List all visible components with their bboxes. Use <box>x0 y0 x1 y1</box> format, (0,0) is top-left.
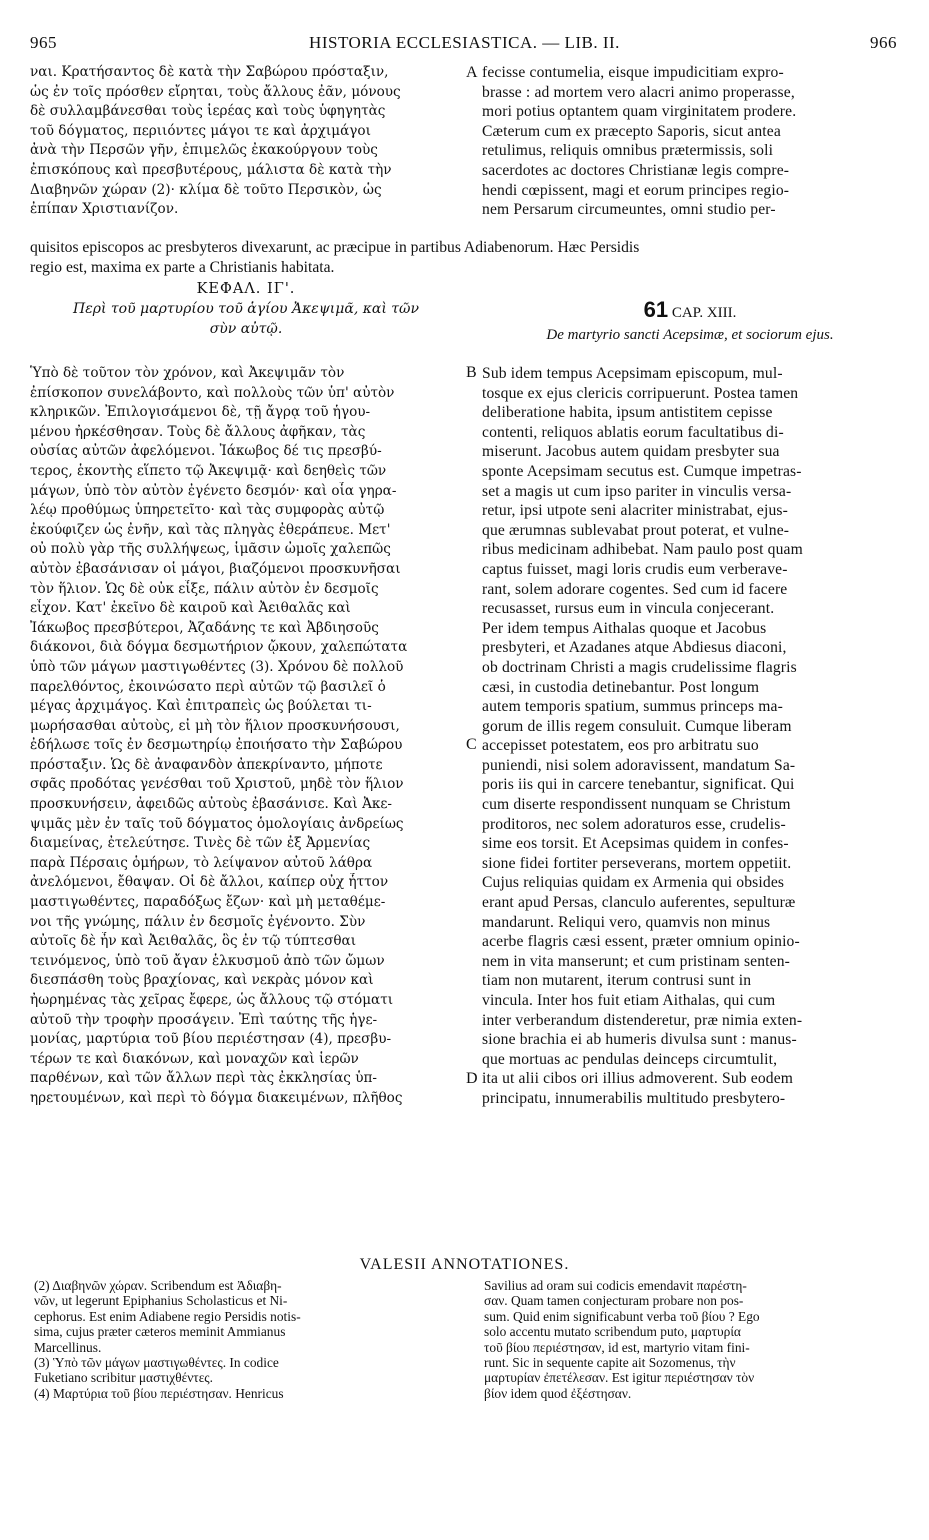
text-line: tosque ex ejus clericis corripuerunt. Postea tamen <box>482 384 799 402</box>
running-title: HISTORIA ECCLESIASTICA. — LIB. II. <box>309 33 620 52</box>
text-line: ναι. Κρατήσαντος δὲ κατὰ τὴν Σαβώρου πρόσταξιν, <box>30 64 389 80</box>
text-line: (4) Μαρτύρια τοῦ βίου περιέστησαν. Henricus <box>34 1385 284 1401</box>
text-line: principatu, innumerabilis multitudo presbytero- <box>482 1089 786 1107</box>
text-line: ob doctrinam Christi a magis crudelissime flagris <box>482 658 797 676</box>
text-line: solo accentu mutato scribendum puto, μαρτυρία <box>484 1324 741 1340</box>
text-line: νῶν, ut legerunt Epiphanius Scholasticus et Ni- <box>34 1293 288 1309</box>
annotations-title: VALESII ANNOTATIONES. <box>359 1256 570 1273</box>
text-line: quisitos episcopos ac presbyteros divexarunt, ac præcipue in partibus Adiabenorum. Hæc Persidis <box>30 239 640 256</box>
text-line: βίον idem quod ἐξέστησαν. <box>484 1385 632 1401</box>
text-line: παρελθόντος, ἐκοινώσατο περὶ αὐτῶν τῷ βασιλεῖ ὁ <box>30 678 386 695</box>
text-line: μαστιγωθέντες, παραδόξως ἔζων· καὶ μὴ μεταθέμε- <box>30 894 386 911</box>
text-line: μάγων, ὑπὸ τὸν αὐτὸν ἐγένετο δεσμόν· καὶ οἷα γηρα- <box>30 482 397 499</box>
text-line: αὐτὸν ἐβασάνισαν οἱ μάγοι, βιαζόμενοι προσκυνῆσαι <box>30 560 401 577</box>
text-line: miserunt. Jacobus autem quidam presbyter sua <box>482 443 780 461</box>
text-line: εἶχον. Κατ' ἐκεῖνο δὲ καιροῦ καὶ Ἀειθαλᾶς καὶ <box>30 600 351 617</box>
text-line: τεινόμενος, ὑπὸ τοῦ ἄγαν ἑλκυσμοῦ ἀπὸ τῶν ὤμων <box>30 952 385 969</box>
latin-chapter-heading <box>482 299 898 346</box>
text-line: μέγας ἀρχιμάγος. Καὶ ἐπιτραπεὶς ὡς βούλεται τι- <box>30 698 372 715</box>
text-line: σφᾶς προδότας γενέσθαι τοῦ Χριστοῦ, μηδὲ τὸν ἥλιον <box>30 776 404 793</box>
text-line: λέῳ προθύμως ὑπηρετεῖτο· καὶ τὰς συμφορὰς αὐτῷ <box>30 502 385 519</box>
text-line: ψιμᾶς μὲν ἐν ταῖς τοῦ δόγματος ὁμολογίαις ἀνδρείως <box>30 815 404 832</box>
annotations-left-column <box>34 1278 462 1401</box>
page-number-right: 966 <box>870 33 897 52</box>
greek-chapter-heading <box>30 279 462 339</box>
text-line: ἐκούφιζεν ὡς ἐνῆν, καὶ τὰς πληγὰς ἐθεράπευε. Μετ' <box>30 521 391 538</box>
text-line: retulimus, reliquis omnibus prætermissis, soli <box>482 142 774 160</box>
text-line: sponte Acepsimam secutus est. Cumque impetras- <box>482 462 802 480</box>
text-line: μωρήσασθαι αὐτοὺς, εἰ μὴ τὸν ἥλιον προσκυνήσουσι, <box>30 717 400 734</box>
text-line: νοι τῆς γνώμης, πάλιν ἐν δεσμοῖς ἐγένοντο. Σὺν <box>30 913 366 930</box>
text-line: inter verberandum distenderetur, præ nimia exten- <box>482 1011 803 1029</box>
text-line: cum diserte respondissent nunquam se Christum <box>482 796 791 814</box>
text-line: ἀνελόμενοι, ἔθαψαν. Οἱ δὲ ἄλλοι, καίπερ οὐχ ἧττον <box>30 874 389 891</box>
text-line: τοῦ δόγματος, περιιόντες μάγοι τε καὶ ἀρχιμάγοι <box>30 122 371 139</box>
margin-letter-a: A <box>466 64 478 81</box>
text-line: Διαβηνῶν χώραν (2)· κλίμα δὲ τοῦτο Περσικὸν, ὡς <box>30 181 382 198</box>
text-line: cæsi, in custodia detinebantur. Post longum <box>482 678 760 696</box>
text-line: οὐσίας αὐτῶν ἀφελόμενοι. Ἰάκωβος δέ τις πρεσβύ- <box>30 443 382 460</box>
text-line: ἠωρημένας τὰς χεῖρας ἔφερε, ὡς ἄλλους τῷ στόματι <box>30 992 394 1008</box>
margin-letter-c: C <box>466 736 477 753</box>
column-number: 61 <box>643 297 669 322</box>
text-line: παρὰ Πέρσαις ὁμήρων, τὸ λείψανον αὐτοῦ λάθρα <box>30 854 373 871</box>
text-line: accepisset potestatem, eos pro arbitratu suo <box>482 737 759 755</box>
annotations-right-column <box>484 1278 898 1401</box>
text-line: τοῦ βίου περιέστησαν, id est, martyrio vitam fini- <box>484 1339 750 1355</box>
text-line: poris iis qui in carcere tenebantur, significat. Qui <box>482 776 795 794</box>
text-line: ὡς ἐν τοῖς πρόσθεν εἴρηται, τοὺς ἄλλους ἐᾶν, μόνους <box>30 83 401 100</box>
text-line: deliberatione habita, ipsum antistitem cepisse <box>482 404 773 422</box>
text-line: Ὑπὸ δὲ τοῦτον τὸν χρόνον, καὶ Ἀκεψιμᾶν τὸν <box>30 365 345 381</box>
text-line: presbyteri, et Azadanes atque Abdiesus diaconi, <box>482 639 787 657</box>
text-line: αὐτοῖς δὲ ἦν καὶ Ἀειθαλᾶς, ὃς ἐν τῷ τύπτεσθαι <box>30 933 357 950</box>
text-line: Per idem tempus Aithalas quoque et Jacobus <box>482 619 767 637</box>
page-number-left: 965 <box>30 33 57 52</box>
text-line: (3) Ὑπὸ τῶν μάγων μαστιγωθέντες. In codice <box>34 1355 279 1371</box>
text-line: sime eos torsit. Et Acepsimas quidem in confes- <box>482 835 789 853</box>
greek-chapter-title-1: Περὶ τοῦ μαρτυρίου τοῦ ἁγίου Ἀκεψιμᾶ, καὶ τῶν <box>73 301 419 317</box>
full-width-latin <box>30 238 898 277</box>
text-line: κληρικῶν. Ἐπιλογισάμενοι δὲ, τῇ ἄγρᾳ τοῦ ἡγου- <box>30 404 371 421</box>
text-line: Fuketiano scribitur μαστιχθέντες. <box>34 1370 213 1386</box>
text-line: que ærumnas sublevabat prout poterat, et vulne- <box>482 521 790 539</box>
text-line: οὐ πολὺ γὰρ τῆς συλλήψεως, ἱμᾶσιν ὠμοῖς χαλεπῶς <box>30 541 391 558</box>
text-line: fecisse contumelia, eisque impudicitiam expro- <box>482 64 784 81</box>
latin-column-main <box>482 364 898 1109</box>
text-line: autem temporis spatium, summus princeps ma- <box>482 698 783 716</box>
text-line: προσκυνήσειν, ἀφειδῶς αὐτοὺς ἐβασάνισε. Καὶ Ἀκε- <box>30 796 393 813</box>
text-line: nem Persarum circumeuntes, omni studio per- <box>482 201 776 219</box>
text-line: διαμείνας, ἐτελεύτησε. Τινὲς δὲ τῶν ἐξ Ἀρμενίας <box>30 835 371 852</box>
text-line: τερος, ἑκοντὴς εἵπετο τῷ Ἀκεψιμᾷ· καὶ δεηθεὶς τῶν <box>30 462 387 479</box>
text-line: que mortuas ac pendulas deinceps circumtulit, <box>482 1050 778 1068</box>
text-line: Sub idem tempus Acepsimam episcopum, mul- <box>482 365 783 382</box>
text-line: Marcellinus. <box>34 1339 102 1355</box>
margin-letter-b: B <box>466 364 477 381</box>
text-line: ἐπίσκοπον συνελάβοντο, καὶ πολλοὺς τῶν ὑπ' αὐτὸν <box>30 384 395 401</box>
text-line: mandarunt. Reliqui vero, quamvis non minus <box>482 913 771 931</box>
text-line: hendi cœpissent, magi et eorum principes regio- <box>482 181 790 199</box>
text-line: acerbe flagris cæsi essent, præter omnium opinio- <box>482 933 800 951</box>
greek-chapter-number: ΚΕΦΑΛ. ΙΓ'. <box>196 281 296 297</box>
text-line: contenti, reliquos ablatis eorum facultatibus di- <box>482 423 784 441</box>
text-line: ribus medicinam adhibebat. Nam paulo post quam <box>482 541 803 559</box>
text-line: μονίας, μαρτύρια τοῦ βίου περιέστησαν (4), πρεσβυ- <box>30 1031 392 1048</box>
text-line: (2) Διαβηνῶν χώραν. Scribendum est Ἀδιαβη- <box>34 1278 282 1293</box>
text-line: ηρετουμένων, καὶ περὶ τὸ δόγμα διακειμένων, πλῆθος <box>30 1089 403 1106</box>
greek-chapter-title-2: σὺν αὐτῷ. <box>209 321 283 337</box>
latin-chapter-number: CAP. XIII. <box>671 305 737 321</box>
text-line: nem in vita manserunt; et cum pristinam senten- <box>482 952 791 970</box>
text-line: Ἰάκωβος πρεσβύτεροι, Ἀζαδάνης τε καὶ Ἀβδιησοῦς <box>30 619 379 636</box>
text-line: διάκονοι, διὰ δόγμα δεσμωτήριον ᾤκουν, χαλεπώτατα <box>30 639 408 656</box>
latin-chapter-title: De martyrio sancti Acepsimæ, et sociorum ejus. <box>546 327 834 343</box>
latin-column-top <box>482 63 898 220</box>
text-line: sima, cujus præter cæteros meminit Ammianus <box>34 1324 286 1340</box>
text-line: runt. Sic in sequente capite ait Sozomenus, τὴν <box>484 1355 736 1371</box>
text-line: ἐπισκόπους καὶ πρεσβυτέρους, μάλιστα δὲ κατὰ τὴν <box>30 161 392 178</box>
text-line: sione brachia ei ab humeris divulsa sunt : manus- <box>482 1031 797 1049</box>
text-line: captus fuisset, magi loris crudis eum verberave- <box>482 560 788 578</box>
text-line: brasse : ad mortem vero alacri animo properasse, <box>482 83 795 101</box>
text-line: πρόσταξιν. Ὡς δὲ ἀναφανδὸν ἀπεκρίναντο, μήποτε <box>30 756 383 773</box>
text-line: ὑπὸ τῶν μάγων μαστιγωθέντες (3). Χρόνου δὲ πολλοῦ <box>30 658 404 675</box>
text-line: ἀνὰ τὴν Περσῶν γῆν, ἐπιμελῶς ἐκακούργουν τοὺς <box>30 142 378 159</box>
margin-letter-d: D <box>466 1070 478 1087</box>
text-line: Savilius ad oram sui codicis emendavit παρέστη- <box>484 1278 747 1293</box>
text-line: set a magis ut cum ipso pariter in vinculis versa- <box>482 482 792 500</box>
text-line: gorum de illis regem consuluit. Cumque liberam <box>482 717 792 735</box>
text-line: sacerdotes ac doctores Christianæ legis compre- <box>482 161 790 179</box>
text-line: ἐπίπαν Χριστιανίζον. <box>30 201 179 218</box>
text-line: δὲ συλλαμβάνεσθαι τοὺς ἱερέας καὶ τοὺς ὑφηγητὰς <box>30 103 386 120</box>
text-line: σαν. Quam tamen conjecturam probare non pos- <box>484 1293 744 1309</box>
text-line: recusasset, rursus eum in vincula conjecerant. <box>482 600 775 618</box>
text-line: regio est, maxima ex parte a Christianis habitata. <box>30 258 335 276</box>
text-line: erant apud Persas, clanculo auferentes, sepulturæ <box>482 894 796 912</box>
text-line: puniendi, nisi solem adoravissent, mandatum Sa- <box>482 756 796 774</box>
text-line: rant, solem adorare cogentes. Sed cum id facere <box>482 580 788 598</box>
text-line: μένου ἠρκέσθησαν. Τοὺς δὲ ἄλλους ἀφῆκαν, τὰς <box>30 423 366 440</box>
latin-chapter-number-line <box>482 299 898 324</box>
text-line: retur, ipsi utpote seni alacriter ministrabat, ejus- <box>482 502 788 520</box>
text-line: παρθένων, καὶ τῶν ἄλλων περὶ τὰς ἐκκλησίας ὑπ- <box>30 1070 377 1087</box>
greek-column-top <box>30 63 462 220</box>
text-line: Cujus reliquias quidam ex Armenia qui obsides <box>482 874 785 892</box>
running-header <box>0 33 929 57</box>
text-line: διεσπάσθη τοὺς βραχίονας, καὶ νεκρὰς μόνον καὶ <box>30 972 374 989</box>
text-line: proditoros, nec solem adoraturos esse, crudelis- <box>482 815 786 833</box>
text-line: ἐδήλωσε τοῖς ἐν δεσμωτηρίῳ ἐποιήσατο τὴν Σαβώρου <box>30 737 403 754</box>
text-line: sum. Quid enim significabunt verba τοῦ βίου ? Ego <box>484 1308 760 1324</box>
text-line: μαρτυρίαν ἐπετέλεσαν. Est igitur περιέστησαν τὸν <box>484 1370 755 1386</box>
text-line: ita ut alii cibos ori illius admoverent. Sub eodem <box>482 1070 794 1088</box>
text-line: τὸν ἥλιον. Ὡς δὲ οὐκ εἶξε, πάλιν αὐτὸν ἐν δεσμοῖς <box>30 580 379 597</box>
text-line: cephorus. Est enim Adiabene regio Persidis notis- <box>34 1308 301 1324</box>
text-line: τέρων τε καὶ διακόνων, καὶ μοναχῶν καὶ ἱερῶν <box>30 1050 359 1067</box>
text-line: tiam non mutarent, iterum contrusi sunt in <box>482 972 752 990</box>
text-line: mori potius optantem quam virginitatem prodere. <box>482 103 797 121</box>
text-line: vincula. Inter hos fuit etiam Aithalas, qui cum <box>482 992 776 1009</box>
text-line: sione fidei fortiter perseverans, mortem oppetiit. <box>482 854 792 872</box>
text-line: αὐτοῦ τὴν τροφὴν προσάγειν. Ἐπὶ ταύτης τῆς ἡγε- <box>30 1011 378 1028</box>
greek-column-main <box>30 364 462 1109</box>
text-line: Cæterum cum ex præcepto Saporis, sicut antea <box>482 122 781 140</box>
